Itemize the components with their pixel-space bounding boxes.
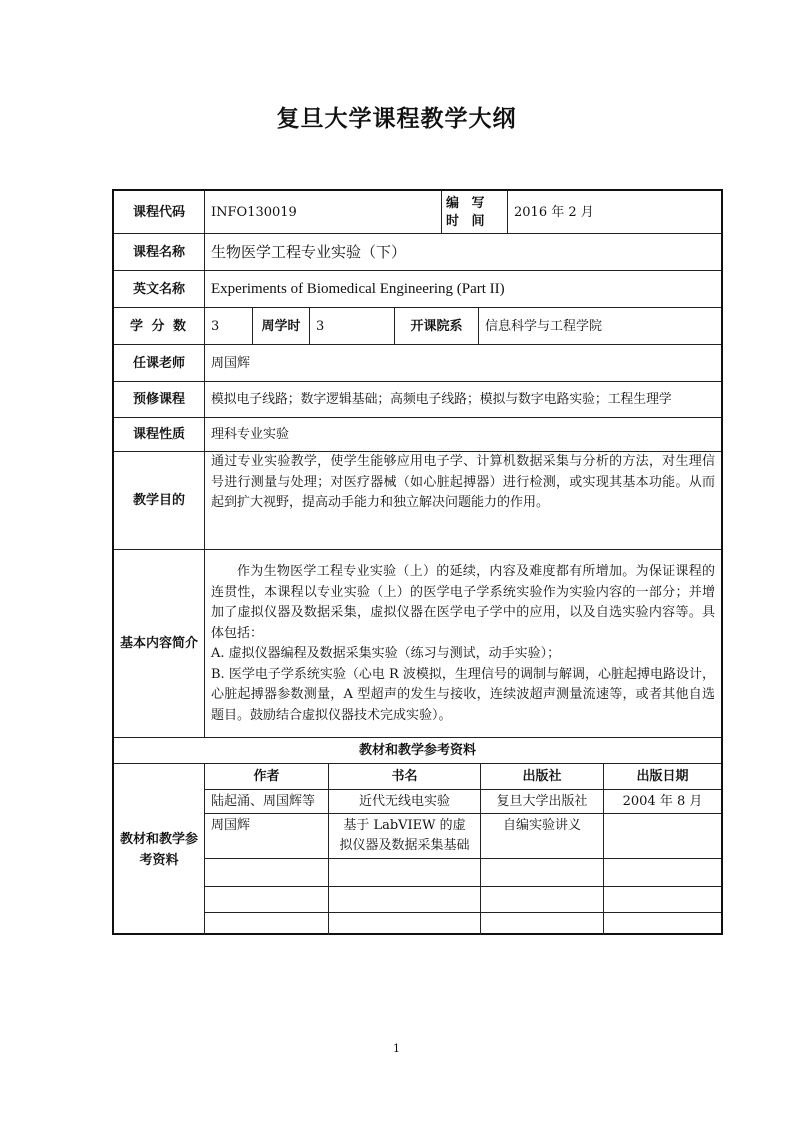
objective-label: 教学目的 <box>132 493 185 508</box>
ref-row-2-title: 基于 LabVIEW 的虚拟仪器及数据采集基础 <box>339 818 470 853</box>
content-label: 基本内容简介 <box>119 635 198 651</box>
ref-row-1-date: 2004 年 8 月 <box>622 793 703 809</box>
ref-col-publisher: 出版社 <box>522 769 562 784</box>
prerequisites-label: 预修课程 <box>132 392 185 407</box>
teacher-label: 任课老师 <box>132 355 185 371</box>
credits-value: 3 <box>211 318 220 334</box>
course-code-label: 课程代码 <box>132 204 185 220</box>
weekly-hours-value: 3 <box>316 318 325 334</box>
english-name-value: Experiments of Biomedical Engineering (Part II) <box>211 280 505 297</box>
course-name-label: 课程名称 <box>132 244 185 260</box>
references-section-title: 教材和教学参考资料 <box>358 743 476 758</box>
ref-row-1-title: 近代无线电实验 <box>358 793 450 809</box>
content-value <box>205 550 721 737</box>
content-paragraph-intro: 作为生物医学工程专业实验（上）的延续，内容及难度都有所增加。为保证课程的连贯性，本课程以专业实验（上）的医学电子学系统实验作为实验内容的一部分；并增加了虚拟仪器及数据采集，虚拟仪器在医学电子学中的应用，以及自选实验内容等。具体包括： <box>211 564 715 641</box>
department-value: 信息科学与工程学院 <box>485 318 603 334</box>
nature-value: 理科专业实验 <box>211 427 290 442</box>
ref-row-2-date <box>604 814 721 858</box>
document-title: 复旦大学课程教学大纲 <box>276 106 517 132</box>
course-name-value: 生物医学工程专业实验（下） <box>211 242 407 261</box>
english-name-label: 英文名称 <box>132 281 185 297</box>
objective-value: 通过专业实验教学，使学生能够应用电子学、计算机数据采集与分析的方法，对生理信号进行测量与处理；对医疗器械（如心脏起搏器）进行检测，或实现其基本功能。从而起到扩大视野，提高动手能力和独立解决问题能力的作用。 <box>211 454 715 510</box>
ref-row-2-publisher: 自编实验讲义 <box>502 818 581 833</box>
ref-col-date: 出版日期 <box>636 769 689 784</box>
prerequisites-value: 模拟电子线路；数字逻辑基础；高频电子线路；模拟与数字电路实验；工程生理学 <box>211 392 672 407</box>
content-item-b: B. 医学电子学系统实验（心电 R 波模拟，生理信号的调制与解调，心脏起搏电路设计，心脏起搏器参数测量，A 型超声的发生与接收，连续波超声测量流速等，或者其他自选题目。鼓励结合虚拟仪器技术完成实验）。 <box>211 666 715 723</box>
written-date-value: 2016 年 2 月 <box>514 204 594 220</box>
page-number: 1 <box>393 1042 400 1055</box>
course-code-value: INFO130019 <box>211 204 297 220</box>
ref-row-1-publisher: 复旦大学出版社 <box>496 793 588 809</box>
ref-col-author: 作者 <box>253 769 280 784</box>
content-item-a: A. 虚拟仪器编程及数据采集实验（练习与测试，动手实验）； <box>211 646 561 661</box>
weekly-hours-label: 周学时 <box>261 318 301 334</box>
credits-label: 学 分 数 <box>129 318 189 334</box>
department-label: 开课院系 <box>410 318 463 334</box>
nature-label: 课程性质 <box>132 427 185 442</box>
ref-col-title: 书名 <box>391 769 418 784</box>
teacher-value: 周国辉 <box>211 355 251 371</box>
references-side-label: 教材和教学参考资料 <box>120 831 199 868</box>
ref-row-2-author: 周国辉 <box>211 818 251 833</box>
syllabus-table <box>112 189 723 935</box>
written-date-label: 编 写 时 间 <box>446 196 489 229</box>
ref-row-1-author: 陆起涌、周国辉等 <box>211 794 316 809</box>
